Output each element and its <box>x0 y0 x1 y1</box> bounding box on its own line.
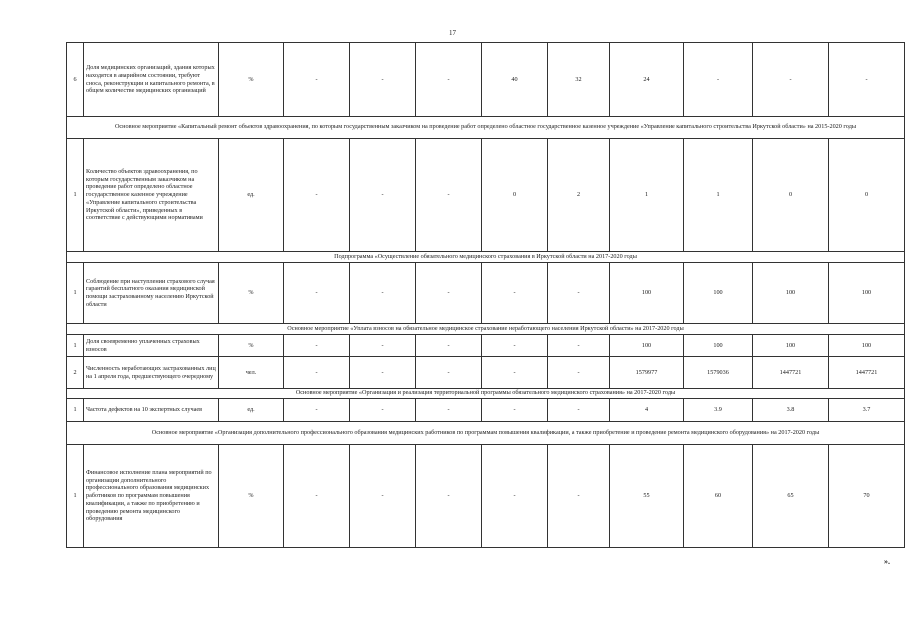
indicator-row <box>67 263 905 324</box>
corner-mark: ». <box>884 557 890 566</box>
value-cell: 1447721 <box>829 357 905 389</box>
unit-cell: ед. <box>219 399 284 422</box>
value-cell: - <box>416 263 482 324</box>
value-cell: - <box>284 139 350 252</box>
unit-cell: % <box>219 43 284 117</box>
value-cell: - <box>350 335 416 357</box>
unit-cell: ед. <box>219 139 284 252</box>
value-cell: - <box>548 399 610 422</box>
value-cell: - <box>548 357 610 389</box>
value-cell: - <box>350 139 416 252</box>
row-number: 1 <box>67 399 84 422</box>
value-cell: 32 <box>548 43 610 117</box>
value-cell: - <box>416 43 482 117</box>
section-header-row <box>67 324 905 335</box>
value-cell: 2 <box>548 139 610 252</box>
value-cell: 0 <box>753 139 829 252</box>
row-number: 1 <box>67 335 84 357</box>
value-cell: 1579977 <box>610 357 684 389</box>
section-title: Основное мероприятие «Организация дополнительного профессионального образования медицинских работников по программам повышения квалификации, а также приобретение и проведение ремонта медицинского оборудования» на 2017-2020 годы <box>67 422 905 445</box>
unit-cell: % <box>219 263 284 324</box>
value-cell: - <box>416 445 482 548</box>
section-header-row <box>67 252 905 263</box>
value-cell: 1447721 <box>753 357 829 389</box>
value-cell: 100 <box>829 263 905 324</box>
value-cell: 100 <box>610 335 684 357</box>
section-title: Основное мероприятие «Организация и реализация территориальной программы обязательного медицинского страхования» на 2017-2020 годы <box>67 389 905 399</box>
value-cell: 55 <box>610 445 684 548</box>
value-cell: 100 <box>684 263 753 324</box>
value-cell: 70 <box>829 445 905 548</box>
section-header-row <box>67 117 905 139</box>
indicator-name: Доля медицинских организаций, здания которых находятся в аварийном состоянии, требуют сноса, реконструкции и капитального ремонта, в общем количестве медицинских организаций <box>84 43 219 117</box>
value-cell: - <box>284 43 350 117</box>
value-cell: - <box>350 399 416 422</box>
value-cell: 3.8 <box>753 399 829 422</box>
value-cell: - <box>548 263 610 324</box>
value-cell: - <box>284 399 350 422</box>
value-cell: 3.7 <box>829 399 905 422</box>
value-cell: 3.9 <box>684 399 753 422</box>
unit-cell: % <box>219 335 284 357</box>
row-number: 2 <box>67 357 84 389</box>
value-cell: 1 <box>684 139 753 252</box>
value-cell: - <box>416 139 482 252</box>
value-cell: - <box>416 335 482 357</box>
value-cell: - <box>482 357 548 389</box>
value-cell: 0 <box>829 139 905 252</box>
value-cell: 65 <box>753 445 829 548</box>
value-cell: - <box>482 399 548 422</box>
indicator-name: Численность неработающих застрахованных лиц на 1 апреля года, предшествующего очередному <box>84 357 219 389</box>
value-cell: - <box>548 335 610 357</box>
indicator-row <box>67 357 905 389</box>
value-cell: 4 <box>610 399 684 422</box>
value-cell: - <box>350 43 416 117</box>
table-body <box>67 43 905 548</box>
value-cell: - <box>350 263 416 324</box>
indicator-row <box>67 43 905 117</box>
section-title: Основное мероприятие «Уплата взносов на обязательное медицинское страхование неработающего населения Иркутской области» на 2017-2020 годы <box>67 324 905 335</box>
indicator-name: Соблюдение при наступлении страхового случая гарантий бесплатного оказания медицинской помощи застрахованному населению Иркутской области <box>84 263 219 324</box>
value-cell: 24 <box>610 43 684 117</box>
row-number: 6 <box>67 43 84 117</box>
value-cell: 100 <box>753 335 829 357</box>
value-cell: 40 <box>482 43 548 117</box>
value-cell: - <box>350 445 416 548</box>
row-number: 1 <box>67 445 84 548</box>
value-cell: - <box>284 445 350 548</box>
row-number: 1 <box>67 139 84 252</box>
indicator-name: Количество объектов здравоохранения, по которым государственным заказчиком на проведение работ определено областное государственное казенное учреждение «Управление капитального строительства Иркутской области», приведенных в соответствие с действующими нормативами <box>84 139 219 252</box>
value-cell: - <box>284 357 350 389</box>
section-title: Подпрограмма «Осуществление обязательного медицинского страхования в Иркутской области на 2017-2020 годы <box>67 252 905 263</box>
value-cell: - <box>684 43 753 117</box>
indicator-name: Частота дефектов на 10 экспертных случаев <box>84 399 219 422</box>
value-cell: 60 <box>684 445 753 548</box>
section-header-row <box>67 389 905 399</box>
value-cell: - <box>416 399 482 422</box>
value-cell: - <box>482 335 548 357</box>
value-cell: - <box>284 263 350 324</box>
unit-cell: % <box>219 445 284 548</box>
section-title: Основное мероприятие «Капитальный ремонт объектов здравоохранения, по которым государственным заказчиком на проведение работ определено областное государственное казенное учреждение «Управление капитального строительства Иркутской области» на 2015-2020 годы <box>67 117 905 139</box>
indicators-table <box>66 42 905 548</box>
row-number: 1 <box>67 263 84 324</box>
indicator-row <box>67 139 905 252</box>
value-cell: - <box>284 335 350 357</box>
value-cell: 100 <box>829 335 905 357</box>
value-cell: - <box>753 43 829 117</box>
indicator-row <box>67 335 905 357</box>
value-cell: - <box>482 263 548 324</box>
value-cell: 1579036 <box>684 357 753 389</box>
unit-cell: чел. <box>219 357 284 389</box>
value-cell: 0 <box>482 139 548 252</box>
value-cell: - <box>416 357 482 389</box>
value-cell: 100 <box>684 335 753 357</box>
value-cell: 100 <box>610 263 684 324</box>
indicator-row <box>67 445 905 548</box>
value-cell: - <box>829 43 905 117</box>
value-cell: - <box>548 445 610 548</box>
section-header-row <box>67 422 905 445</box>
indicator-row <box>67 399 905 422</box>
page-number: 17 <box>449 29 456 37</box>
indicator-name: Финансовое исполнение плана мероприятий по организации дополнительного профессионального образования медицинских работников по программам повышения квалификации, а также по приобретению и проведению ремонта медицинского оборудования <box>84 445 219 548</box>
value-cell: 1 <box>610 139 684 252</box>
indicator-name: Доля своевременно уплаченных страховых взносов <box>84 335 219 357</box>
value-cell: - <box>482 445 548 548</box>
value-cell: - <box>350 357 416 389</box>
value-cell: 100 <box>753 263 829 324</box>
